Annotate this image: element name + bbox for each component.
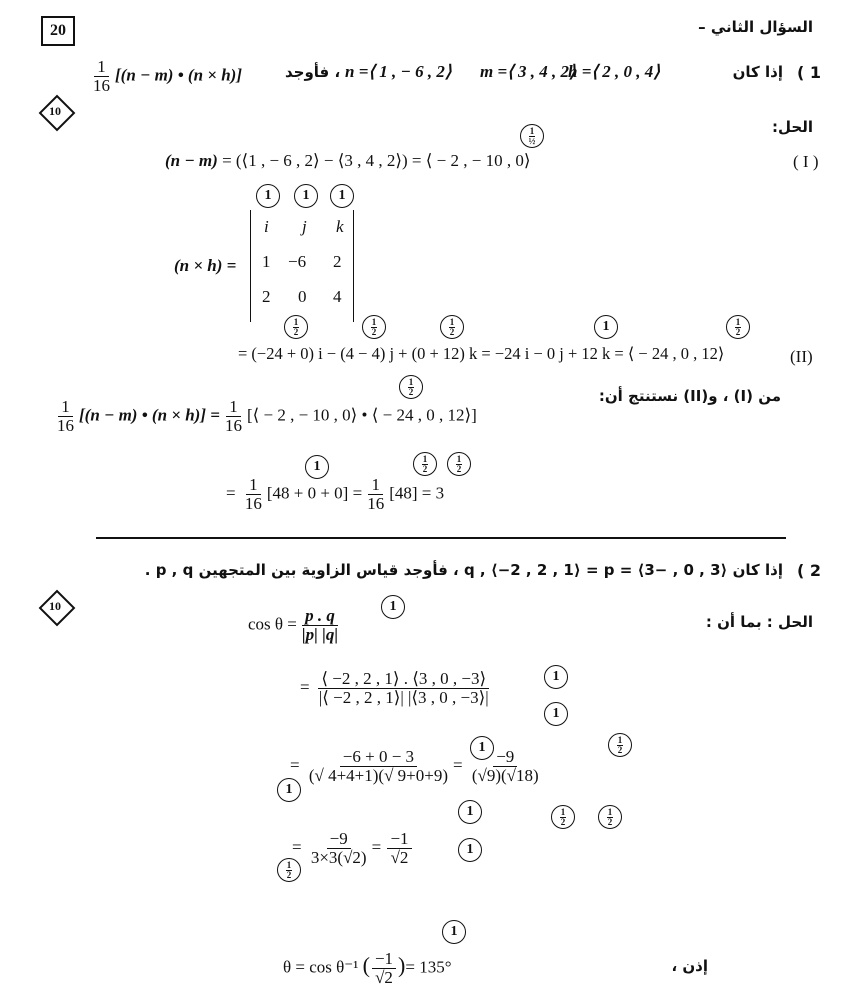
det-bar-right xyxy=(353,210,354,322)
q2-cos-line3: = $\frac{-6 + 0 - 3}{(√ 4+4+1)(√ 9+0+9)}$ = $\frac{-9}{(√9)(√18)}$ xyxy=(290,748,544,785)
fraction: $\frac{-6 + 0 - 3}{(√ 4+4+1)(√ 9+0+9)}$ xyxy=(308,747,448,785)
fraction: $\frac{-9}{(√9)(√18)}$ xyxy=(471,747,539,785)
q1-expression: $\frac{1}{16}$ [(n − m) • (n × h)] xyxy=(88,58,242,95)
mark-circle: 1 2 xyxy=(551,805,575,829)
fraction: $\frac{-9}{3\times 3(√2)}$ xyxy=(310,829,367,867)
q1-n-def: n =⟨ 1 , − 6 , 2⟩ xyxy=(345,62,452,81)
mark-circle: 1 ½ xyxy=(520,124,544,148)
mark-circle: 1 xyxy=(470,736,494,760)
mark-circle: 1 xyxy=(305,455,329,479)
matrix-cell: 4 xyxy=(333,287,342,306)
mark-circle: 1 2 xyxy=(413,452,437,476)
matrix-cell: 2 xyxy=(333,252,342,271)
q2-text: إذا كان ⟨3 , 0 , −3⟩ = q , ⟨−2 , 2 , 1⟩ = p ، فأوجد قياس الزاوية بين المتجهين p , q . xyxy=(144,561,783,579)
q2-number: 2 ) xyxy=(796,561,821,580)
mark-circle: 1 xyxy=(544,702,568,726)
q1-text-find: ، فأوجد xyxy=(285,63,341,81)
mark-circle: 1 xyxy=(594,315,618,339)
question-heading: السؤال الثاني – xyxy=(698,18,813,36)
mark-circle: 1 xyxy=(442,920,466,944)
mark-circle: 1 2 xyxy=(284,315,308,339)
matrix-cell: 0 xyxy=(298,287,307,306)
matrix-cell: −6 xyxy=(288,252,307,271)
q1-text-if: إذا كان xyxy=(732,63,783,81)
fraction: $\frac{⟨ -2 , 2 , 1⟩ . ⟨3 , 0 , -3⟩}{|⟨ -2 , 2 , 1⟩| |⟨3 , 0 , -3⟩|}$ xyxy=(318,669,489,707)
fraction: $\frac{1}{16}$ xyxy=(224,397,242,435)
matrix-cell: k xyxy=(336,217,344,236)
matrix-cell: 2 xyxy=(262,287,271,306)
det-bar-left xyxy=(250,210,251,322)
mark-circle: 1 xyxy=(294,184,318,208)
fraction: $\frac{1}{16}$ xyxy=(244,475,262,513)
q1-number: 1 ) xyxy=(796,63,821,82)
q2-then-label: إذن ، xyxy=(671,957,708,975)
q1-h-def: h =⟨ 2 , 0 , 4⟩ xyxy=(568,62,660,81)
q1-solution-label: الحل: xyxy=(772,118,813,136)
q1-conclude-text: من (I) ، و(II) نستنتج أن: xyxy=(598,387,781,405)
mark-circle: 1 2 xyxy=(447,452,471,476)
mark-circle: 1 2 xyxy=(440,315,464,339)
matrix-cell: 1 xyxy=(262,252,271,271)
mark-circle: 1 xyxy=(381,595,405,619)
mark-circle: 1 2 xyxy=(399,375,423,399)
q2-cos-line1: cos θ = $\frac{p . q}{|p| |q|}$ xyxy=(248,607,343,644)
q1-result: $\frac{1}{16}$ [(n − m) • (n × h)] = $\frac{1}{16}$ [⟨ − 2 , − 10 , 0⟩ • ⟨ − 24 , 0 , 12⟩] xyxy=(52,398,477,435)
q2-cos-line4: = $\frac{-9}{3\times 3(√2)}$ = $\frac{-1}{√2}$ xyxy=(292,830,414,867)
q1-step1: (n − m) = (⟨1 , − 6 , 2⟩ − ⟨3 , 4 , 2⟩) = ⟨ − 2 , − 10 , 0⟩ xyxy=(165,151,531,170)
q1-m-def: m =⟨ 3 , 4 , 2⟩ xyxy=(480,62,576,81)
fraction: $\frac{-1}{√2}$ xyxy=(387,830,411,867)
fraction: $\frac{1}{16}$ xyxy=(57,397,74,435)
q1-step2-tag: (II) xyxy=(790,347,813,366)
fraction: $\frac{p . q}{|p| |q|}$ xyxy=(301,606,339,644)
mark-circle: 1 2 xyxy=(608,733,632,757)
mark-circle: 1 xyxy=(458,838,482,862)
mark-circle: 1 xyxy=(277,778,301,802)
mark-circle: 1 2 xyxy=(598,805,622,829)
fraction: $\frac{1}{16}$ xyxy=(93,57,110,95)
matrix-cell: i xyxy=(264,217,269,236)
mark-circle: 1 2 xyxy=(362,315,386,339)
q2-marks: 10 xyxy=(49,599,61,613)
q2-solution-label: الحل : بما أن : xyxy=(705,613,813,631)
page-number: 20 xyxy=(41,16,75,46)
mark-circle: 1 2 xyxy=(726,315,750,339)
q1-step2: = (−24 + 0) i − (4 − 4) j + (0 + 12) k = −24 i − 0 j + 12 k = ⟨ − 24 , 0 , 12⟩ xyxy=(238,344,725,363)
q2-theta: θ = cos θ⁻¹ ( $\frac{-1}{√2}$ )= 135° xyxy=(283,949,452,987)
q1-cross-lhs: (n × h) = xyxy=(174,256,237,275)
q2-cos-line2: = $\frac{⟨ -2 , 2 , 1⟩ . ⟨3 , 0 , -3⟩}{|⟨ -2 , 2 , 1⟩| |⟨3 , 0 , -3⟩|}$ xyxy=(300,670,494,707)
mark-circle: 1 xyxy=(544,665,568,689)
fraction: $\frac{-1}{√2}$ xyxy=(372,950,396,987)
q1-marks: 10 xyxy=(49,104,61,118)
matrix-cell: j xyxy=(302,217,307,236)
section-divider xyxy=(96,537,786,539)
q1-final: = $\frac{1}{16}$ [48 + 0 + 0] = $\frac{1}{16}$ [48] = 3 xyxy=(226,475,445,513)
mark-circle: 1 xyxy=(256,184,280,208)
mark-circle: 1 xyxy=(330,184,354,208)
fraction: $\frac{1}{16}$ xyxy=(367,475,385,513)
mark-circle: 1 2 xyxy=(277,858,301,882)
q1-step1-tag: ( I ) xyxy=(793,152,819,171)
mark-circle: 1 xyxy=(458,800,482,824)
